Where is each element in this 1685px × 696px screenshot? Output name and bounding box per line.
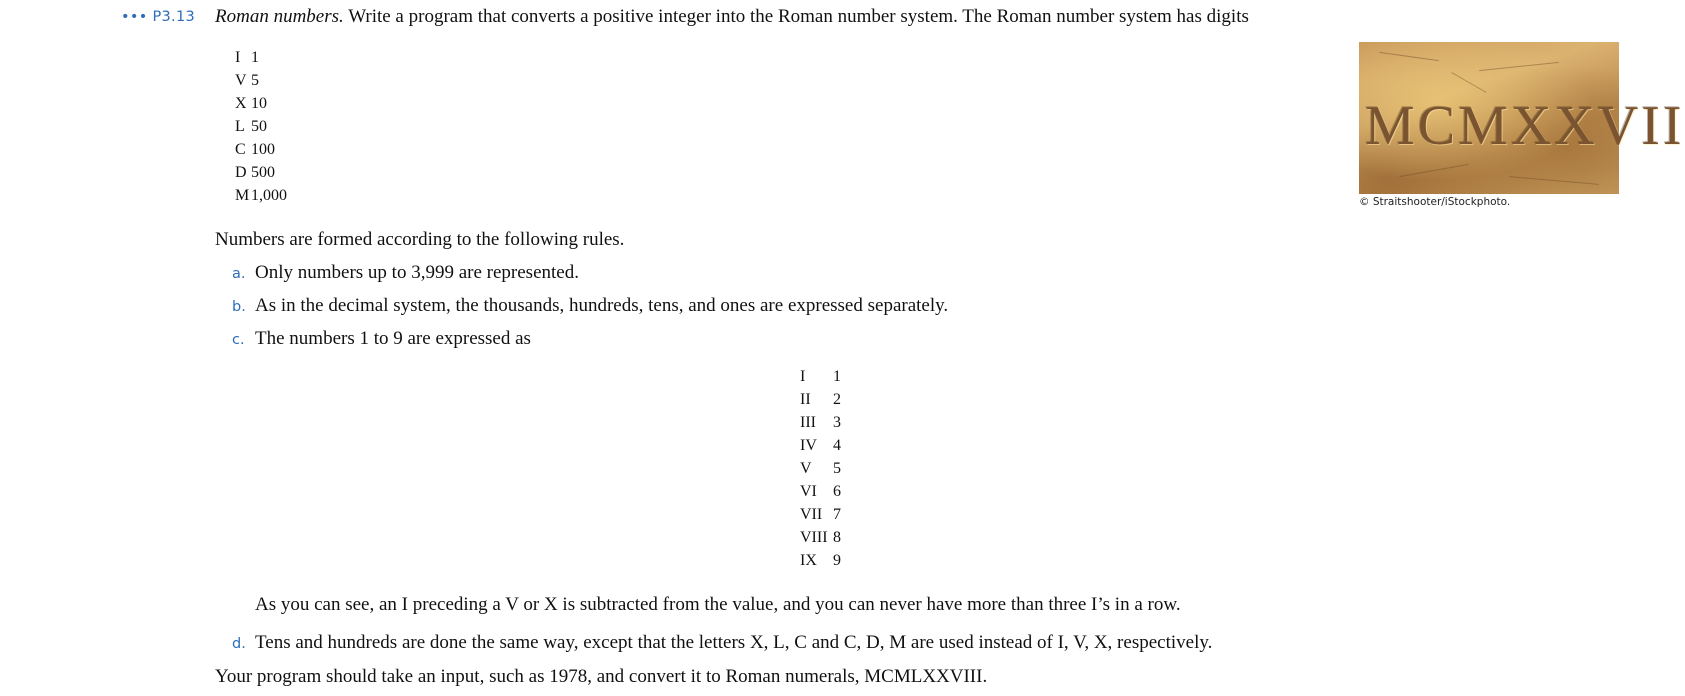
numeral-roman: III [800,414,816,431]
digit-row [235,161,287,184]
exercise-number: ••• P3.13 [121,9,195,25]
digit-symbol: M [235,187,250,204]
numeral-roman: IX [800,552,817,569]
numeral-row [800,549,841,572]
numeral-row [800,365,841,388]
digit-symbol: I [235,49,241,66]
digit-value: 500 [251,164,275,181]
stone-crack [1509,176,1599,185]
numeral-value: 9 [833,552,841,569]
rule-marker: a. [232,266,246,282]
rule-text: Tens and hundreds are done the same way, except that the letters X, L, C and C, D, M are used instead of I, V, X, respectively. [255,632,1213,653]
numeral-row [800,457,841,480]
numeral-value: 1 [833,368,841,385]
closing-instruction: Your program should take an input, such as 1978, and convert it to Roman numerals, MCMLXXVIII. [215,666,988,687]
digit-value: 100 [251,141,275,158]
numeral-value: 7 [833,506,841,523]
digit-value: 10 [251,95,267,112]
rules-intro: Numbers are formed according to the following rules. [215,229,625,250]
numeral-row [800,480,841,503]
exercise-header [0,6,1619,32]
digit-row [235,92,287,115]
numeral-value: 6 [833,483,841,500]
rule-item-c [232,328,531,350]
photo-credit: © Straitshooter/iStockphoto. [1359,196,1511,208]
digit-value: 1,000 [251,187,287,204]
digit-symbol: X [235,95,247,112]
roman-digit-table [235,46,287,207]
digit-symbol: L [235,118,245,135]
stone-inscription-photo [1359,42,1685,194]
numeral-value: 5 [833,460,841,477]
rule-marker: d. [232,636,246,652]
digit-symbol: V [235,72,247,89]
digit-value: 1 [251,49,259,66]
rule-marker: c. [232,332,245,348]
digit-value: 50 [251,118,267,135]
numeral-roman: VII [800,506,823,523]
digit-row [235,46,287,69]
numeral-row [800,503,841,526]
stone-crack [1479,62,1559,71]
numeral-roman: IV [800,437,817,454]
digit-symbol: C [235,141,246,158]
numeral-row [800,388,841,411]
stone-crack [1451,72,1486,93]
numeral-roman: II [800,391,811,408]
numerals-table [800,365,841,572]
rule-text: As in the decimal system, the thousands, hundreds, tens, and ones are expressed separately. [255,295,949,316]
rule-item-a [232,262,579,284]
digit-value: 5 [251,72,259,89]
inscription-text: MCMXXVII [1365,95,1685,157]
rule-item-d [232,632,1212,654]
digit-symbol: D [235,164,247,181]
stone-crack [1399,164,1468,177]
numeral-roman: I [800,368,806,385]
exercise-title: Roman numbers. [215,6,344,27]
numeral-value: 2 [833,391,841,408]
numeral-roman: VIII [800,529,828,546]
rule-marker: b. [232,299,246,315]
numeral-value: 3 [833,414,841,431]
numeral-value: 8 [833,529,841,546]
subtraction-note: As you can see, an I preceding a V or X is subtracted from the value, and you can never have more than three I’s in a row. [255,594,1181,615]
digit-row [235,184,287,207]
exercise-intro: Write a program that converts a positive integer into the Roman number system. The Roman number system has digits [343,6,1249,27]
digit-row [235,138,287,161]
exercise-statement [215,6,1249,28]
stone-crack [1379,52,1439,61]
numeral-value: 4 [833,437,841,454]
digit-row [235,69,287,92]
rule-text: The numbers 1 to 9 are expressed as [255,328,531,349]
numeral-row [800,526,841,549]
numeral-row [800,434,841,457]
digit-row [235,115,287,138]
numeral-row [800,411,841,434]
numeral-roman: V [800,460,812,477]
rule-item-b [232,295,948,317]
numeral-roman: VI [800,483,817,500]
rule-text: Only numbers up to 3,999 are represented. [255,262,579,283]
